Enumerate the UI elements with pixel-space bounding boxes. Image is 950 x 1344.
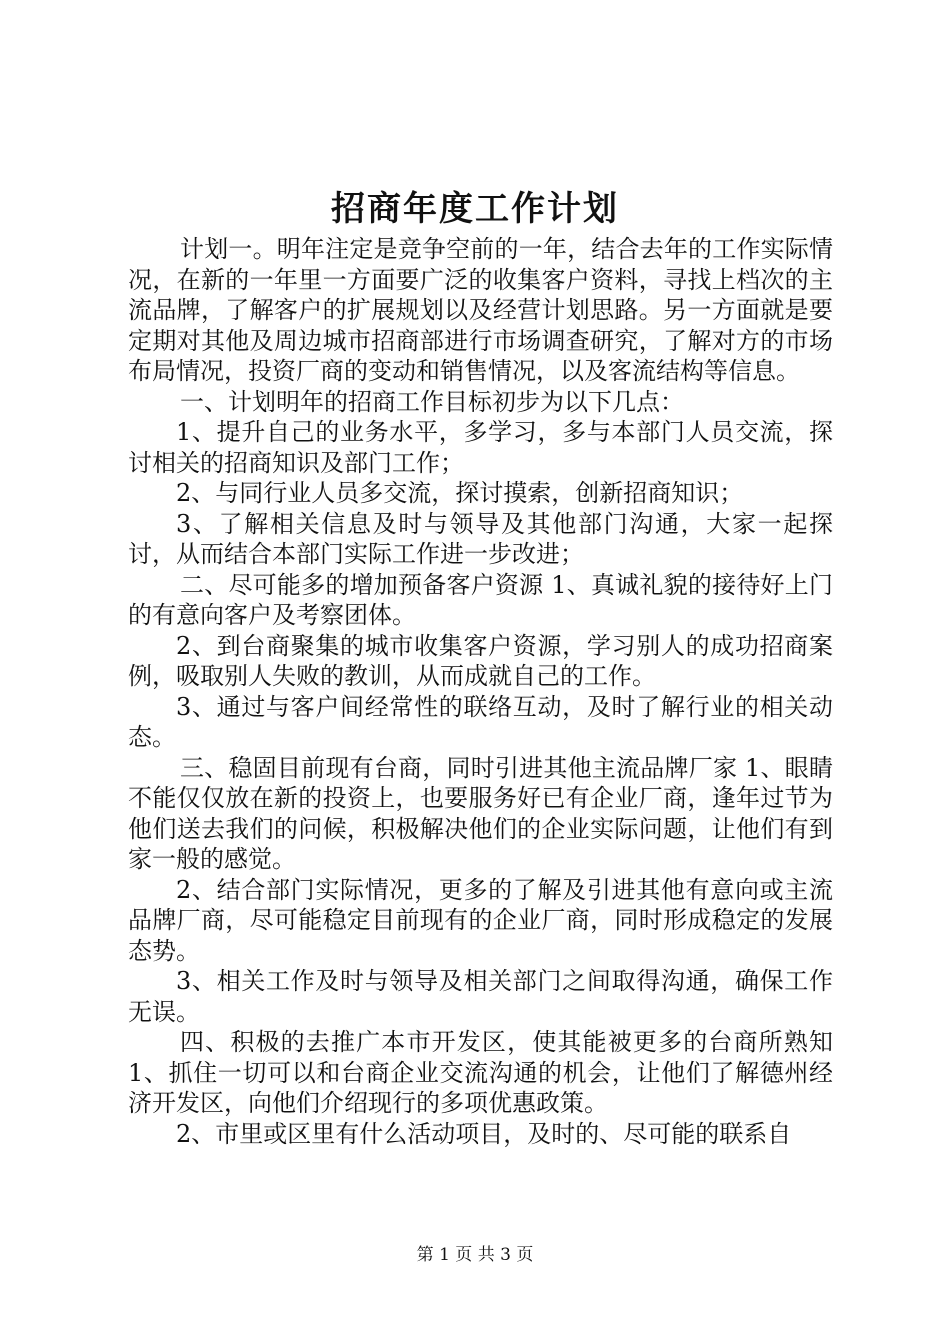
paragraph-item: 2、到台商聚集的城市收集客户资源，学习别人的成功招商案例，吸取别人失败的教训，从而成就自己的工作。	[128, 631, 833, 690]
paragraph-section-4-heading: 四、积极的去推广本市开发区，使其能被更多的台商所熟知 1、抓住一切可以和台商企业交流沟通的机会，让他们了解德州经济开发区，向他们介绍现行的多项优惠政策。	[128, 1028, 833, 1117]
paragraph-item: 3、了解相关信息及时与领导及其他部门沟通，大家一起探讨，从而结合本部门实际工作进一步改进；	[128, 509, 833, 568]
paragraph-intro: 计划一。明年注定是竞争空前的一年，结合去年的工作实际情况，在新的一年里一方面要广泛的收集客户资料，寻找上档次的主流品牌，了解客户的扩展规划以及经营计划思路。另一方面就是要定期对其他及周边城市招商部进行市场调查研究，了解对方的市场布局情况，投资厂商的变动和销售情况，以及客流结构等信息。	[128, 235, 833, 385]
paragraph-item: 3、通过与客户间经常性的联络互动，及时了解行业的相关动态。	[128, 692, 833, 751]
paragraph-item: 2、与同行业人员多交流，探讨摸索，创新招商知识；	[176, 479, 744, 507]
document-body	[128, 234, 833, 1149]
paragraph-item: 1、提升自己的业务水平，多学习，多与本部门人员交流，探讨相关的招商知识及部门工作；	[128, 418, 833, 477]
paragraph-item: 2、结合部门实际情况，更多的了解及引进其他有意向或主流品牌厂商，尽可能稳定目前现有的企业厂商，同时形成稳定的发展态势。	[128, 875, 833, 965]
paragraph-section-1-heading: 一、计划明年的招商工作目标初步为以下几点：	[180, 387, 684, 416]
paragraph-item: 3、相关工作及时与领导及相关部门之间取得沟通，确保工作无误。	[128, 967, 833, 1026]
paragraph-item: 2、市里或区里有什么活动项目，及时的、尽可能的联系自	[176, 1119, 792, 1148]
document-title: 招商年度工作计划	[331, 189, 619, 229]
paragraph-section-2-heading: 二、尽可能多的增加预备客户资源 1、真诚礼貌的接待好上门的有意向客户及考察团体。	[128, 570, 833, 629]
paragraph-section-3-heading: 三、稳固目前现有台商，同时引进其他主流品牌厂家 1、眼睛不能仅仅放在新的投资上，也要服务好已有企业厂商，逢年过节为他们送去我们的问候，积极解决他们的企业实际问题，让他们有到家一般的感觉。	[128, 753, 833, 873]
page-footer: 第 1 页 共 3 页	[416, 1245, 534, 1265]
